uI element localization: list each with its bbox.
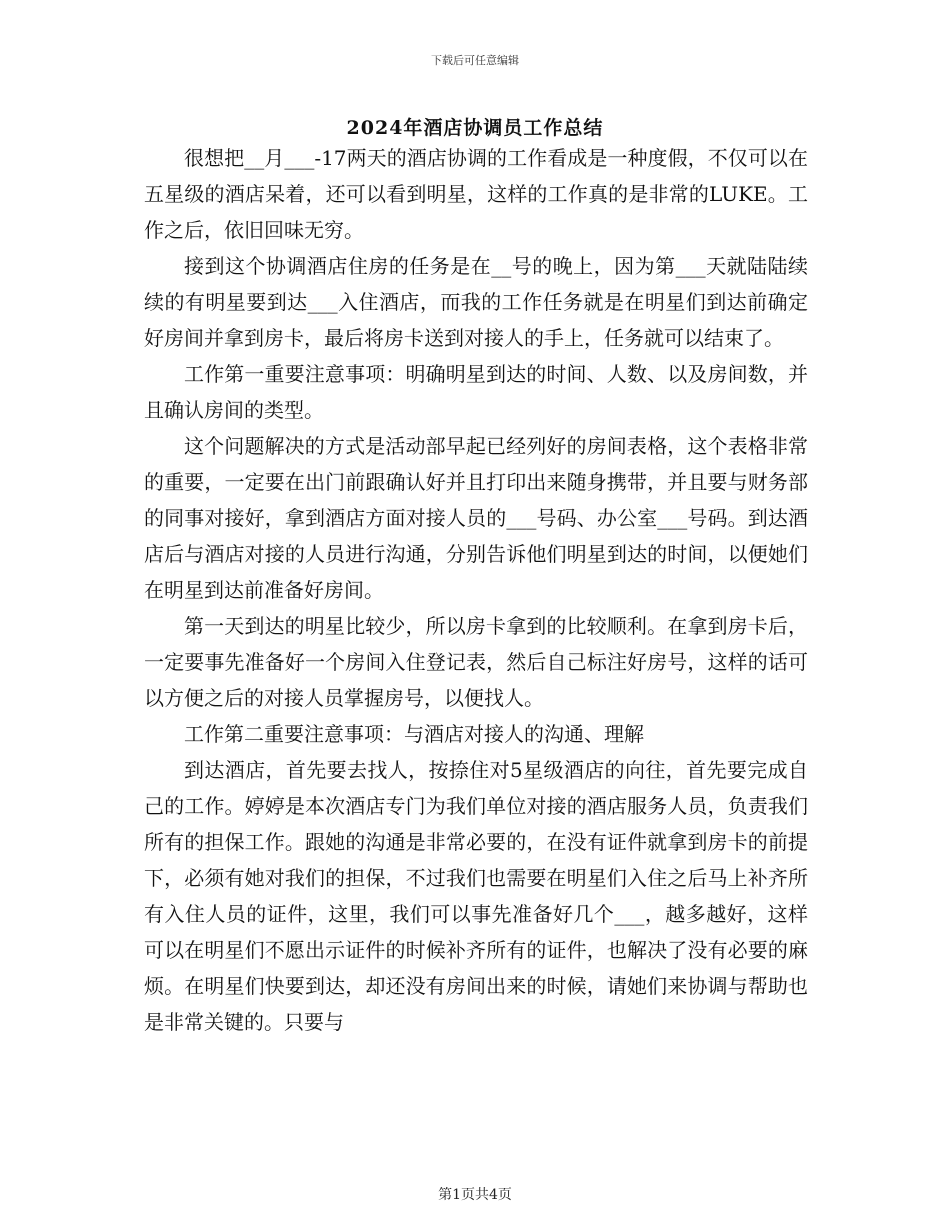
page-header-note: 下载后可任意编辑 [431,54,519,67]
paragraph: 到达酒店，首先要去找人，按捺住对5星级酒店的向往，首先要完成自己的工作。婷婷是本次酒店专门为我们单位对接的酒店服务人员，负责我们所有的担保工作。跟她的沟通是非常必要的，在没有证件就拿到房卡的前提下，必须有她对我们的担保，不过我们也需要在明星们入住之后马上补齐所有入住人员的证件，这里，我们可以事先准备好几个___，越多越好，这样可以在明星们不愿出示证件的时候补齐所有的证件，也解决了没有必要的麻烦。在明星们快要到达，却还没有房间出来的时候，请她们来协调与帮助也是非常关键的。只要与 [144,758,808,1034]
paragraph: 很想把__月___-17两天的酒店协调的工作看成是一种度假，不仅可以在五星级的酒店呆着，还可以看到明星，这样的工作真的是非常的LUKE。工作之后，依旧回味无穷。 [144,146,808,242]
paragraph: 接到这个协调酒店住房的任务是在__号的晚上，因为第___天就陆陆续续的有明星要到达___入住酒店，而我的工作任务就是在明星们到达前确定好房间并拿到房卡，最后将房卡送到对接人的手上，任务就可以结束了。 [144,254,808,350]
document-title: 2024年酒店协调员工作总结 [346,117,604,139]
paragraph: 第一天到达的明星比较少，所以房卡拿到的比较顺利。在拿到房卡后，一定要事先准备好一个房间入住登记表，然后自己标注好房号，这样的话可以方便之后的对接人员掌握房号，以便找人。 [144,614,808,710]
document-body [144,140,808,1040]
paragraph: 这个问题解决的方式是活动部早起已经列好的房间表格，这个表格非常的重要，一定要在出门前跟确认好并且打印出来随身携带，并且要与财务部的同事对接好，拿到酒店方面对接人员的___号码、办公室___号码。到达酒店后与酒店对接的人员进行沟通，分别告诉他们明星到达的时间，以便她们在明星到达前准备好房间。 [144,434,808,602]
page-number: 第1页共4页 [438,1187,512,1203]
paragraph: 工作第一重要注意事项：明确明星到达的时间、人数、以及房间数，并且确认房间的类型。 [144,362,808,422]
paragraph: 工作第二重要注意事项：与酒店对接人的沟通、理解 [184,722,644,746]
